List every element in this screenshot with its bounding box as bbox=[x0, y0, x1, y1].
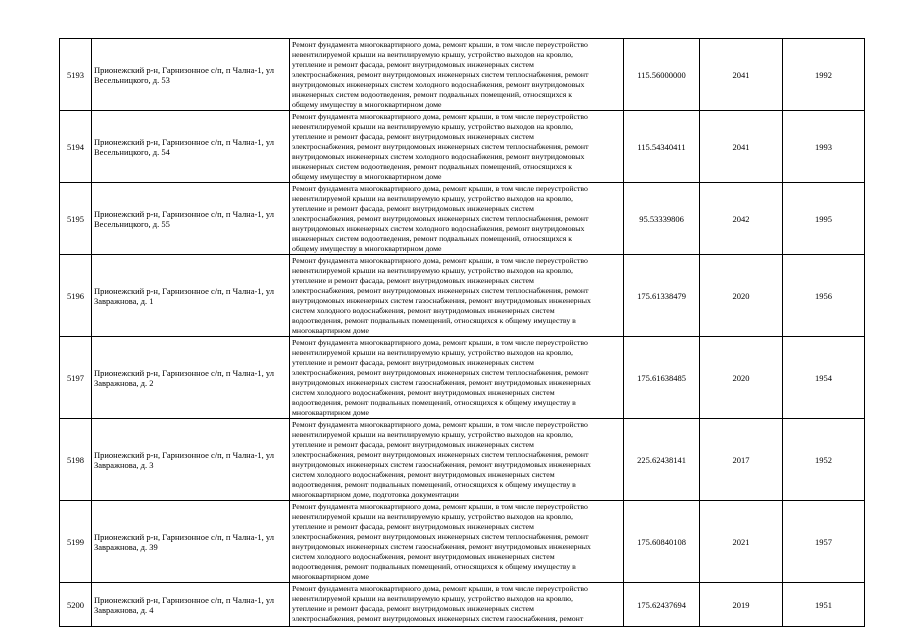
works-line: общему имуществу в многоквартирном доме bbox=[292, 172, 442, 181]
repair-year-cell: 2041 bbox=[700, 39, 783, 111]
row-number: 5199 bbox=[60, 501, 92, 583]
cost-cell: 95.53339806 bbox=[624, 183, 700, 255]
works-line: внутридомовых инженерных систем холодного водоснабжения, ремонт внутридомовых bbox=[292, 80, 585, 89]
works-line: водоотведения, ремонт подвальных помещений, относящихся к общему имуществу в bbox=[292, 562, 576, 571]
built-year-cell: 1952 bbox=[783, 419, 865, 501]
table-row bbox=[60, 419, 865, 501]
built-year-cell: 1993 bbox=[783, 111, 865, 183]
address-line: Прионежский р-н, Гарнизонное с/п, п Чална-1, ул bbox=[94, 531, 274, 542]
repair-year-cell: 2019 bbox=[700, 583, 783, 627]
table-row bbox=[60, 501, 865, 583]
address-line: Завражнова, д. 3 bbox=[94, 459, 154, 470]
row-number: 5196 bbox=[60, 255, 92, 337]
works-line: электроснабжения, ремонт внутридомовых инженерных систем газоснабжения, ремонт bbox=[292, 614, 584, 623]
works-line: электроснабжения, ремонт внутридомовых инженерных систем теплоснабжения, ремонт bbox=[292, 368, 589, 377]
works-line: инженерных систем водоотведения, ремонт подвальных помещений, относящихся к bbox=[292, 90, 573, 99]
address-line: Весельницкого, д. 55 bbox=[94, 218, 170, 229]
address-cell bbox=[92, 337, 290, 419]
row-number: 5193 bbox=[60, 39, 92, 111]
works-line: невентилируемой крыши на вентилируемую крышу, устройство выходов на кровлю, bbox=[292, 348, 573, 357]
repair-year-cell: 2021 bbox=[700, 501, 783, 583]
cost-cell: 115.54340411 bbox=[624, 111, 700, 183]
address-line: Завражнова, д. 4 bbox=[94, 604, 154, 615]
works-line: Ремонт фундамента многоквартирного дома, ремонт крыши, в том числе переустройство bbox=[292, 584, 588, 593]
repair-schedule-table bbox=[59, 38, 865, 627]
works-line: систем холодного водоснабжения, ремонт внутридомовых инженерных систем bbox=[292, 470, 555, 479]
address-line: Прионежский р-н, Гарнизонное с/п, п Чална-1, ул bbox=[94, 285, 274, 296]
works-line: Ремонт фундамента многоквартирного дома, ремонт крыши, в том числе переустройство bbox=[292, 256, 588, 265]
address-line: Прионежский р-н, Гарнизонное с/п, п Чална-1, ул bbox=[94, 449, 274, 460]
works-line: водоотведения, ремонт подвальных помещений, относящихся к общему имуществу в bbox=[292, 398, 576, 407]
works-line: внутридомовых инженерных систем газоснабжения, ремонт внутридомовых инженерных bbox=[292, 378, 591, 387]
works-line: систем холодного водоснабжения, ремонт внутридомовых инженерных систем bbox=[292, 388, 555, 397]
works-line: Ремонт фундамента многоквартирного дома, ремонт крыши, в том числе переустройство bbox=[292, 40, 588, 49]
works-line: внутридомовых инженерных систем газоснабжения, ремонт внутридомовых инженерных bbox=[292, 296, 591, 305]
cost-cell: 115.56000000 bbox=[624, 39, 700, 111]
repair-year-cell: 2041 bbox=[700, 111, 783, 183]
address-cell bbox=[92, 39, 290, 111]
cost-cell: 175.61338479 bbox=[624, 255, 700, 337]
cost-cell: 175.62437694 bbox=[624, 583, 700, 627]
built-year-cell: 1992 bbox=[783, 39, 865, 111]
works-line: водоотведения, ремонт подвальных помещений, относящихся к общему имуществу в bbox=[292, 480, 576, 489]
works-line: электроснабжения, ремонт внутридомовых инженерных систем теплоснабжения, ремонт bbox=[292, 142, 589, 151]
works-line: невентилируемой крыши на вентилируемую крышу, устройство выходов на кровлю, bbox=[292, 512, 573, 521]
works-line: общему имуществу в многоквартирном доме bbox=[292, 244, 442, 253]
table-row bbox=[60, 39, 865, 111]
works-line: утепление и ремонт фасада, ремонт внутридомовых инженерных систем bbox=[292, 60, 534, 69]
works-line: внутридомовых инженерных систем газоснабжения, ремонт внутридомовых инженерных bbox=[292, 542, 591, 551]
address-line: Весельницкого, д. 53 bbox=[94, 74, 170, 85]
works-line: общему имуществу в многоквартирном доме bbox=[292, 100, 442, 109]
works-line: внутридомовых инженерных систем газоснабжения, ремонт внутридомовых инженерных bbox=[292, 460, 591, 469]
works-line: водоотведения, ремонт подвальных помещений, относящихся к общему имуществу в bbox=[292, 316, 576, 325]
row-number: 5194 bbox=[60, 111, 92, 183]
address-cell bbox=[92, 255, 290, 337]
address-line: Прионежский р-н, Гарнизонное с/п, п Чална-1, ул bbox=[94, 136, 274, 147]
document-page bbox=[59, 38, 854, 627]
address-line: Завражнова, д. 39 bbox=[94, 541, 158, 552]
works-line: электроснабжения, ремонт внутридомовых инженерных систем теплоснабжения, ремонт bbox=[292, 70, 589, 79]
works-line: Ремонт фундамента многоквартирного дома, ремонт крыши, в том числе переустройство bbox=[292, 184, 588, 193]
works-cell bbox=[290, 39, 624, 111]
row-number: 5197 bbox=[60, 337, 92, 419]
works-cell bbox=[290, 419, 624, 501]
works-line: многоквартирном доме bbox=[292, 326, 369, 335]
built-year-cell: 1956 bbox=[783, 255, 865, 337]
cost-cell: 175.60840108 bbox=[624, 501, 700, 583]
works-line: Ремонт фундамента многоквартирного дома, ремонт крыши, в том числе переустройство bbox=[292, 112, 588, 121]
table-row bbox=[60, 183, 865, 255]
table-row bbox=[60, 255, 865, 337]
table-row bbox=[60, 583, 865, 627]
works-line: невентилируемой крыши на вентилируемую крышу, устройство выходов на кровлю, bbox=[292, 594, 573, 603]
address-line: Завражнова, д. 2 bbox=[94, 377, 154, 388]
works-line: утепление и ремонт фасада, ремонт внутридомовых инженерных систем bbox=[292, 358, 534, 367]
works-line: утепление и ремонт фасада, ремонт внутридомовых инженерных систем bbox=[292, 440, 534, 449]
works-line: невентилируемой крыши на вентилируемую крышу, устройство выходов на кровлю, bbox=[292, 430, 573, 439]
works-line: невентилируемой крыши на вентилируемую крышу, устройство выходов на кровлю, bbox=[292, 266, 573, 275]
row-number: 5200 bbox=[60, 583, 92, 627]
table-row bbox=[60, 111, 865, 183]
built-year-cell: 1957 bbox=[783, 501, 865, 583]
works-line: Ремонт фундамента многоквартирного дома, ремонт крыши, в том числе переустройство bbox=[292, 338, 588, 347]
address-line: Прионежский р-н, Гарнизонное с/п, п Чална-1, ул bbox=[94, 208, 274, 219]
works-line: утепление и ремонт фасада, ремонт внутридомовых инженерных систем bbox=[292, 276, 534, 285]
works-line: электроснабжения, ремонт внутридомовых инженерных систем теплоснабжения, ремонт bbox=[292, 450, 589, 459]
works-cell bbox=[290, 255, 624, 337]
works-line: Ремонт фундамента многоквартирного дома, ремонт крыши, в том числе переустройство bbox=[292, 502, 588, 511]
works-cell bbox=[290, 501, 624, 583]
cost-cell: 175.61638485 bbox=[624, 337, 700, 419]
works-line: многоквартирном доме bbox=[292, 572, 369, 581]
works-line: инженерных систем водоотведения, ремонт подвальных помещений, относящихся к bbox=[292, 234, 573, 243]
address-line: Весельницкого, д. 54 bbox=[94, 146, 170, 157]
works-line: инженерных систем водоотведения, ремонт подвальных помещений, относящихся к bbox=[292, 162, 573, 171]
works-line: внутридомовых инженерных систем холодного водоснабжения, ремонт внутридомовых bbox=[292, 224, 585, 233]
address-cell bbox=[92, 501, 290, 583]
address-line: Прионежский р-н, Гарнизонное с/п, п Чална-1, ул bbox=[94, 594, 274, 605]
address-line: Завражнова, д. 1 bbox=[94, 295, 154, 306]
works-line: невентилируемой крыши на вентилируемую крышу, устройство выходов на кровлю, bbox=[292, 194, 573, 203]
works-cell bbox=[290, 111, 624, 183]
built-year-cell: 1995 bbox=[783, 183, 865, 255]
row-number: 5195 bbox=[60, 183, 92, 255]
works-line: систем холодного водоснабжения, ремонт внутридомовых инженерных систем bbox=[292, 552, 555, 561]
works-line: электроснабжения, ремонт внутридомовых инженерных систем теплоснабжения, ремонт bbox=[292, 286, 589, 295]
table-row bbox=[60, 337, 865, 419]
row-number: 5198 bbox=[60, 419, 92, 501]
address-cell bbox=[92, 111, 290, 183]
works-cell bbox=[290, 583, 624, 627]
built-year-cell: 1954 bbox=[783, 337, 865, 419]
works-line: утепление и ремонт фасада, ремонт внутридомовых инженерных систем bbox=[292, 204, 534, 213]
works-line: электроснабжения, ремонт внутридомовых инженерных систем теплоснабжения, ремонт bbox=[292, 532, 589, 541]
works-line: невентилируемой крыши на вентилируемую крышу, устройство выходов на кровлю, bbox=[292, 50, 573, 59]
repair-year-cell: 2017 bbox=[700, 419, 783, 501]
table-body bbox=[60, 39, 865, 627]
works-line: многоквартирном доме, подготовка документации bbox=[292, 490, 459, 499]
works-line: внутридомовых инженерных систем холодного водоснабжения, ремонт внутридомовых bbox=[292, 152, 585, 161]
built-year-cell: 1951 bbox=[783, 583, 865, 627]
works-cell bbox=[290, 183, 624, 255]
works-line: невентилируемой крыши на вентилируемую крышу, устройство выходов на кровлю, bbox=[292, 122, 573, 131]
address-cell bbox=[92, 183, 290, 255]
works-line: многоквартирном доме bbox=[292, 408, 369, 417]
works-line: утепление и ремонт фасада, ремонт внутридомовых инженерных систем bbox=[292, 604, 534, 613]
address-cell bbox=[92, 419, 290, 501]
works-line: Ремонт фундамента многоквартирного дома, ремонт крыши, в том числе переустройство bbox=[292, 420, 588, 429]
cost-cell: 225.62438141 bbox=[624, 419, 700, 501]
repair-year-cell: 2020 bbox=[700, 255, 783, 337]
address-line: Прионежский р-н, Гарнизонное с/п, п Чална-1, ул bbox=[94, 367, 274, 378]
works-line: электроснабжения, ремонт внутридомовых инженерных систем теплоснабжения, ремонт bbox=[292, 214, 589, 223]
works-line: систем холодного водоснабжения, ремонт внутридомовых инженерных систем bbox=[292, 306, 555, 315]
address-cell bbox=[92, 583, 290, 627]
works-line: утепление и ремонт фасада, ремонт внутридомовых инженерных систем bbox=[292, 522, 534, 531]
works-cell bbox=[290, 337, 624, 419]
repair-year-cell: 2042 bbox=[700, 183, 783, 255]
repair-year-cell: 2020 bbox=[700, 337, 783, 419]
address-line: Прионежский р-н, Гарнизонное с/п, п Чална-1, ул bbox=[94, 64, 274, 75]
works-line: утепление и ремонт фасада, ремонт внутридомовых инженерных систем bbox=[292, 132, 534, 141]
